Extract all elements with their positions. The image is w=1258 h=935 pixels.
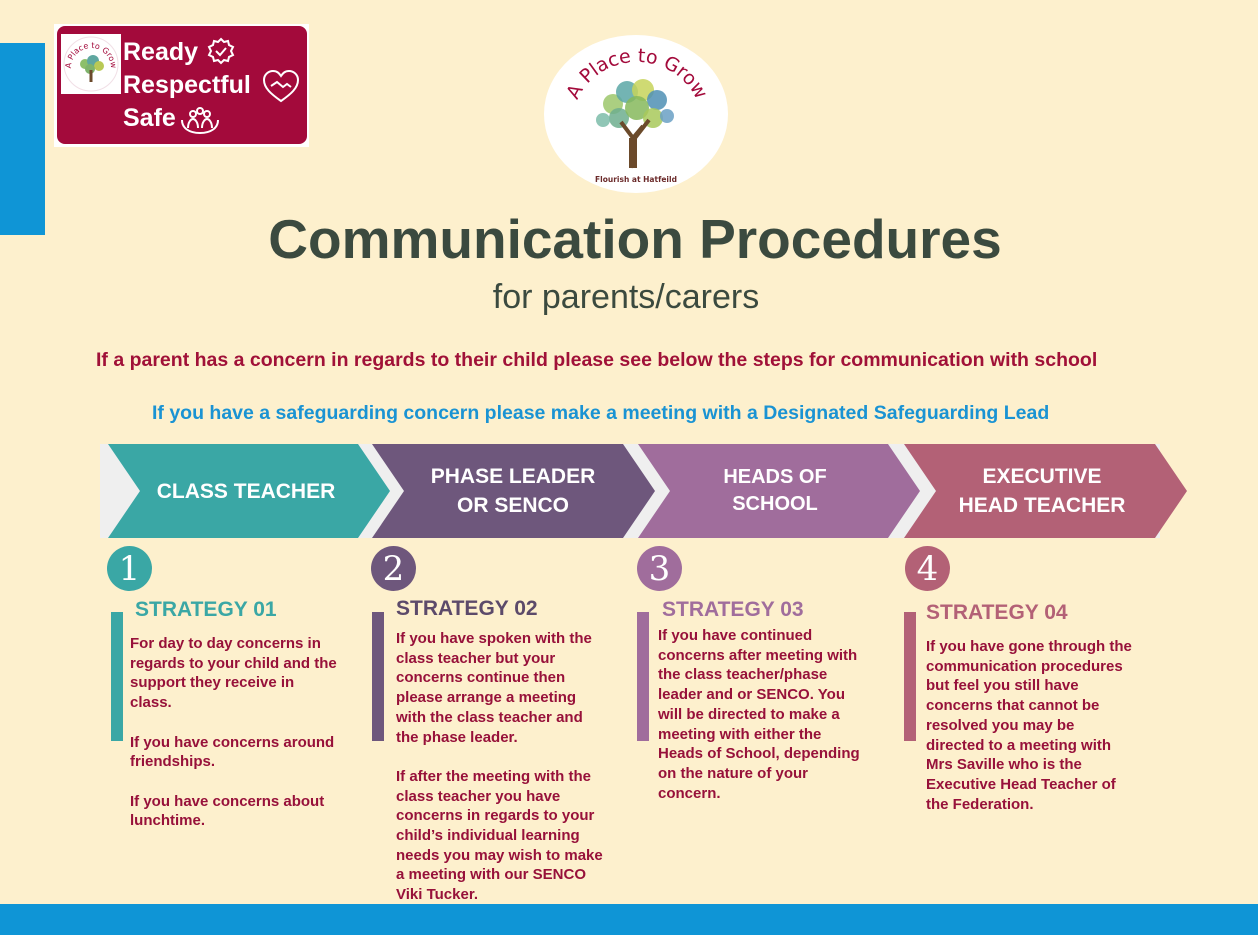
strategy-1-paragraph: If you have concerns about lunchtime. (130, 792, 325, 830)
strategy-1-paragraph: For day to day concerns in regards to your child and the support they receive in class. (130, 635, 337, 712)
bottom-blue-bar (0, 904, 1258, 935)
family-care-icon (179, 100, 221, 141)
strategy-description-3 (658, 626, 898, 803)
value-ready: Ready (123, 38, 199, 66)
strategy-title-2: STRATEGY 02 (396, 597, 538, 620)
value-respectful: Respectful (123, 71, 251, 99)
values-badge-panel (57, 26, 307, 144)
stage-label-4: EXECUTIVE HEAD TEACHER (958, 465, 1126, 517)
safeguarding-notice: If you have a safeguarding concern please make a meeting with a Designated Safeguarding Lead (152, 402, 1050, 424)
page-title: Communication Procedures (268, 208, 1002, 270)
stage-label-3: HEADS OF SCHOOL (723, 466, 827, 515)
step-number-2: 2 (371, 546, 416, 591)
strategy-1-paragraph: If you have concerns around friendships. (130, 733, 335, 771)
step-number-3: 3 (637, 546, 682, 591)
value-safe: Safe (123, 104, 176, 132)
logo-arc-text: A Place to Grow (562, 44, 712, 103)
strategy-3-paragraph: If you have continued concerns after meeting with the class teacher/phase leader and or SENCO. You will be directed to make a meeting with either the Heads of School, depending on the nature of your concern. (658, 627, 860, 802)
accent-bar-4 (904, 612, 916, 741)
stage-label-1: CLASS TEACHER (156, 479, 336, 503)
logo-tagline: Flourish at Hatfeild (595, 175, 677, 184)
mini-logo-text: A Place to Grow (63, 40, 119, 69)
step-number-4: 4 (905, 546, 950, 591)
strategy-title-1: STRATEGY 01 (135, 598, 277, 621)
accent-bar-1 (111, 612, 123, 741)
school-logo (543, 34, 729, 194)
accent-bar-2 (372, 612, 384, 741)
page-subtitle: for parents/carers (492, 278, 760, 316)
strategy-4-paragraph: If you have gone through the communication procedures but feel you still have concerns that cannot be resolved you may be directed to a meeting with Mrs Saville who is the Executive Head Teacher of the Federation. (926, 638, 1132, 813)
accent-bar-3 (637, 612, 649, 741)
mini-school-logo (61, 34, 121, 94)
strategy-title-3: STRATEGY 03 (662, 598, 804, 621)
strategy-description-2 (396, 629, 636, 905)
strategy-description-1 (130, 634, 365, 831)
stage-label-2: PHASE LEADER OR SENCO (430, 465, 596, 517)
strategy-description-4 (926, 637, 1166, 814)
values-badge (54, 24, 309, 147)
handshake-icon (261, 68, 301, 109)
concern-notice: If a parent has a concern in regards to their child please see below the steps for communication with school (96, 349, 1098, 371)
step-number-1: 1 (107, 546, 152, 591)
strategy-2-paragraph: If after the meeting with the class teacher you have concerns in regards to your child’s individual learning needs you may wish to make a meeting with our SENCO Viki Tucker. (396, 767, 603, 904)
check-badge-icon (204, 36, 238, 75)
strategy-title-4: STRATEGY 04 (926, 601, 1068, 624)
strategy-2-paragraph: If you have spoken with the class teacher but your concerns continue then please arrange a meeting with the class teacher and the phase leader. (396, 630, 592, 746)
